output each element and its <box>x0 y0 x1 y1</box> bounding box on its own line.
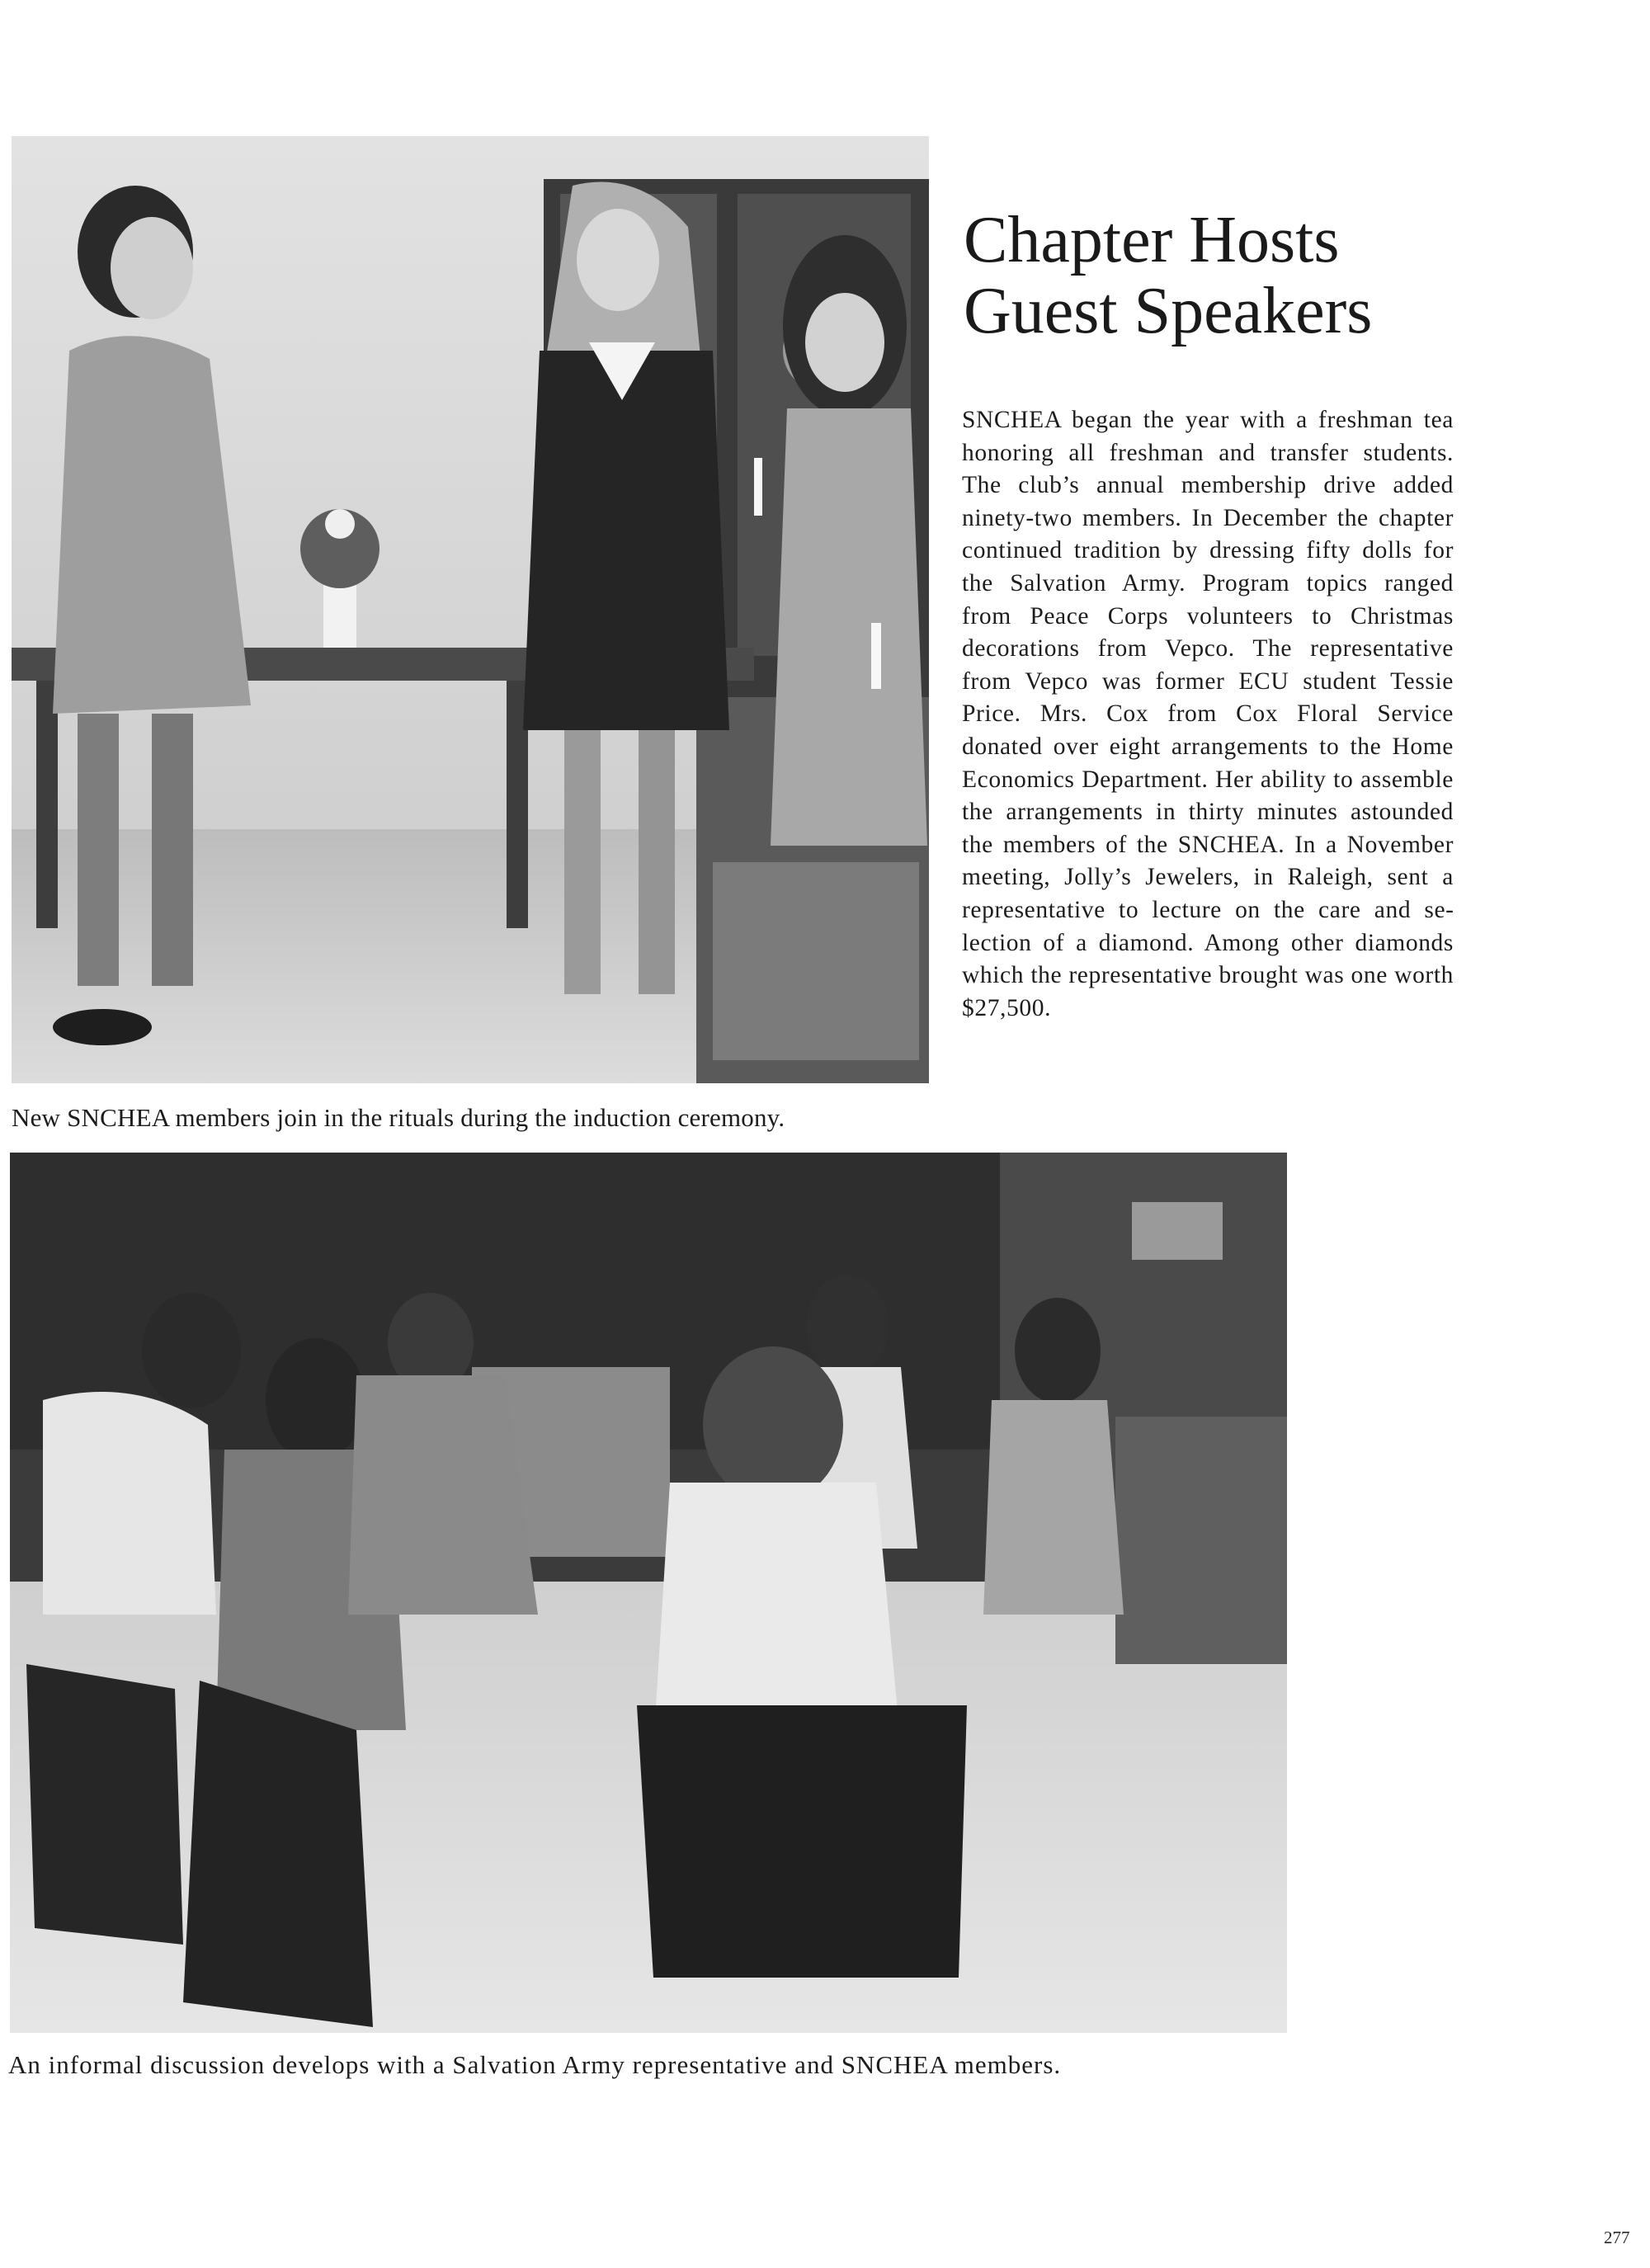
headline-line-2: Guest Speakers <box>964 275 1373 347</box>
induction-ceremony-photo <box>12 136 929 1083</box>
informal-discussion-photo <box>10 1153 1287 2033</box>
caption-informal-discussion: An informal discussion develops with a Salvation Army representative and SNCHEA members. <box>8 2050 1062 2079</box>
headline <box>964 205 1624 347</box>
headline-line-1: Chapter Hosts <box>964 204 1340 276</box>
induction-ceremony-scene <box>12 136 929 1083</box>
informal-discussion-scene <box>10 1153 1287 2033</box>
caption-induction-ceremony: New SNCHEA members join in the rituals during the induction ceremony. <box>12 1103 785 1132</box>
body-text: SNCHEA began the year with a freshman tea honoring all freshman and transfer students. The club’s annual membership drive added ninety-two members. In December the chapter continued tradition by dressing fifty dolls for the Salvation Army. Program topics ranged from Peace Corps volunteers to Christmas decorations from Vepco. The representative from Vepco was former ECU student Tessie Price. Mrs. Cox from Cox Floral Service donated over eight arrangements to the Home Economics Department. Her ability to assemble the arrangements in thirty minutes astounded the members of the SNCHEA. In a November meeting, Jolly’s Jewelers, in Raleigh, sent a representative to lecture on the care and selection of a diamond. Among other diamonds which the representative brought was one worth $27,500. <box>962 407 1454 1021</box>
page-number: 277 <box>1604 2228 1630 2247</box>
